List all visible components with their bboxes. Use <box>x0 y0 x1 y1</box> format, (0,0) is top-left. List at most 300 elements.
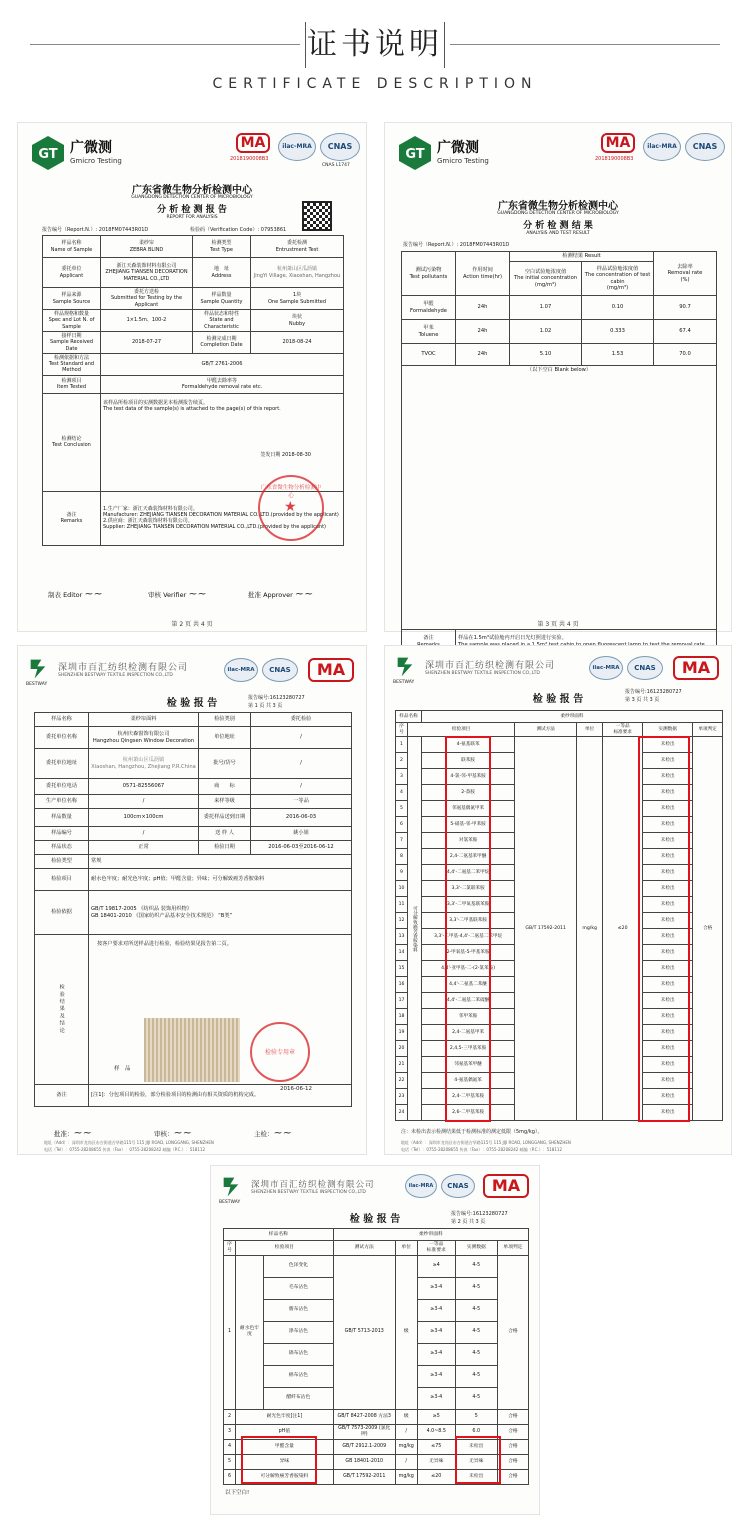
cnas-number: CNAS L1747 <box>322 163 350 168</box>
table-cell: 4-5 <box>455 1343 497 1365</box>
footer-contact: 电话（Tel）：0755-28208655 传真（Fax）：0755-28208242 邮编（P.C.）：518112 <box>401 1147 562 1152</box>
table-cell: 5-硝基-邻-甲苯胺 <box>422 817 515 833</box>
table-cell: 检验依据 <box>35 891 89 935</box>
table-row <box>35 749 352 779</box>
table-cell: 4-5 <box>455 1321 497 1343</box>
page-number: 第 3 页 共 4 页 <box>537 621 579 628</box>
conclusion-text: 按客户要求对所送样品进行检验，检验结果见报告第二页。 <box>97 941 232 947</box>
table-cell: 邻氨基苯甲醚 <box>422 1057 515 1073</box>
table-cell: 块状 Nubby <box>251 310 344 332</box>
table-cell: 10 <box>396 881 408 897</box>
cnas-badge-icon: CNAS <box>685 133 725 161</box>
table-cell: 委托单位名称 <box>35 727 89 749</box>
table-cell: 3,3'-二甲基-4,4'-二氨基二苯甲烷 <box>422 929 515 945</box>
table-cell: 一等品 标准要求 <box>603 723 643 737</box>
table-row <box>402 320 717 344</box>
table-cell: / <box>395 1454 417 1469</box>
section-title: 证书说明 <box>305 22 445 68</box>
table-row <box>43 258 344 288</box>
table-cell: ≥4 <box>417 1255 455 1277</box>
table-cell: 3 <box>224 1424 236 1439</box>
table-cell: 17 <box>396 993 408 1009</box>
table-cell: 合格 <box>497 1409 528 1424</box>
table-cell: 委托单位电话 <box>35 779 89 795</box>
table-cell: / <box>89 827 199 841</box>
table-cell: 样品名称 <box>224 1229 334 1241</box>
table-cell: 委托方送检 Submitted for Testing by the Applicant <box>101 288 193 310</box>
table-cell: mg/kg <box>395 1439 417 1454</box>
table-cell: 样品规格和数量 Spec and Lot N. of Sample <box>43 310 101 332</box>
report-title: 检 验 报 告 <box>532 694 584 705</box>
table-cell: 样品编号 <box>35 827 89 841</box>
header-line-right <box>450 44 720 45</box>
table-cell: 1.53 <box>582 344 654 366</box>
table-cell: 对氯苯胺 <box>422 833 515 849</box>
bestway-logo-icon <box>221 1174 245 1200</box>
table-cell: 6 <box>396 817 408 833</box>
footer-address: 地址（Add）：深圳市龙岗区布吉街道吉华路115号 115 JIJI ROAD, LONGGANG, SHENZHEN <box>401 1140 571 1145</box>
table-cell: 5 <box>455 1409 497 1424</box>
table-row <box>43 332 344 354</box>
table-cell: 姚小姐 <box>251 827 352 841</box>
table-cell: 2,6-二甲基苯胺 <box>422 1105 515 1121</box>
table-cell: 未检出 <box>643 769 693 785</box>
table-cell: 2 <box>396 753 408 769</box>
table-cell: 检验项目 <box>35 869 89 891</box>
sample-label: 样 品 <box>114 1066 131 1072</box>
table-cell: 2016-06-03至2016-06-12 <box>251 841 352 855</box>
table-cell: 0571-82556067 <box>89 779 199 795</box>
report2-result-table <box>401 251 717 654</box>
table-cell: 合格 <box>497 1469 528 1484</box>
table-row <box>224 1409 529 1424</box>
table-cell: 杭州萧山区瓜沥镇 Xiaoshan, Hangzhou, Zhejiang P.R.China <box>89 749 199 779</box>
bestway-brand: BESTWAY <box>393 680 415 685</box>
center-title-en: GUANGDONG DETECTION CENTER OF MICROBIOLOGY <box>131 195 253 200</box>
bestway-brand: BESTWAY <box>219 1200 241 1205</box>
table-cell: 委托单位地址 <box>35 749 89 779</box>
table-cell: 3,3'-二氯联苯胺 <box>422 881 515 897</box>
table-cell: 未检出 <box>643 1089 693 1105</box>
table-cell: GB/T 2761-2006 <box>101 353 344 375</box>
table-row <box>43 310 344 332</box>
table-cell: 杭州萧山区瓜沥镇 JingYi Village, Xiaoshan, Hangzhou <box>251 258 344 288</box>
cnas-badge-icon: CNAS <box>320 133 360 161</box>
item-highlight-box <box>445 736 491 1122</box>
table-cell: 未检出 <box>643 913 693 929</box>
table-cell: 测试污染物 Test pollutants <box>402 252 456 296</box>
table-cell: 甲醛 Formaldehyde <box>402 296 456 320</box>
table-cell: 柔纱帘面料 <box>422 711 723 723</box>
table-cell: 未检出 <box>643 993 693 1009</box>
table-cell: 1.07 <box>510 296 582 320</box>
table-cell: 70.0 <box>654 344 717 366</box>
table-cell: 正常 <box>89 841 199 855</box>
table-row <box>43 288 344 310</box>
table-cell: 样品名称 Name of Sample <box>43 236 101 258</box>
table-cell: 未检出 <box>643 881 693 897</box>
table-cell: 2-萘胺 <box>422 785 515 801</box>
table-row <box>35 795 352 809</box>
table-cell: mg/kg <box>577 737 603 1121</box>
table-cell: 可分解致癌芳香胺染料 <box>236 1469 334 1484</box>
table-cell: 检测类型 Test Type <box>193 236 251 258</box>
table-cell: 2,4-二甲基苯胺 <box>422 1089 515 1105</box>
table-cell: 3,3'-二甲氧基联苯胺 <box>422 897 515 913</box>
table-cell: 毛布沾色 <box>264 1277 334 1299</box>
table-cell: 未检出 <box>643 849 693 865</box>
ma-mark-icon: MA <box>601 133 635 153</box>
table-cell: 送 样 人 <box>199 827 251 841</box>
report-title-cn: 分 析 检 测 报 告 <box>157 205 227 215</box>
table-cell: 检验类型 <box>35 855 89 869</box>
report-number: 报告编号:16123280727 <box>451 1211 508 1217</box>
official-seal-stamp: 广东省微生物分析检测中心 <box>258 475 324 541</box>
table-cell: ≥3-4 <box>417 1277 455 1299</box>
table-row <box>35 869 352 891</box>
table-cell: 商 标 <box>199 779 251 795</box>
seal-date: 2016-06-12 <box>280 1086 312 1092</box>
table-cell: 序号 <box>224 1241 236 1256</box>
table-cell: 检测结论 Test Conclusion <box>43 393 101 491</box>
table-cell: 4-氨基偶氮苯 <box>422 1073 515 1089</box>
table-cell: ≤20 <box>417 1469 455 1484</box>
table-cell: 异味 <box>236 1454 334 1469</box>
table-cell: 15 <box>396 961 408 977</box>
report-number: 报告编号:16123280727 <box>248 695 305 701</box>
table-cell: 委托单位 Applicant <box>43 258 101 288</box>
header-line-left <box>30 44 300 45</box>
certificate-bestway-amines <box>384 645 732 1155</box>
result-highlight-box <box>638 736 690 1122</box>
table-cell: 2-甲氧基-5-甲基苯胺 <box>422 945 515 961</box>
table-cell: 邻甲苯胺 <box>422 1009 515 1025</box>
table-cell: 1.生产厂家：浙江天森装饰材料有限公司。 Manufacturer: ZHEJIANG TIANSEN DECORATION MATERIAL CO.,LTD.(provided by the applicant) 2.供应商：浙江天森装饰材料有限公司。 Supplier: ZHEJIANG TIANSEN DECORATION MATERIAL CO.,LTD.(provided by the applicant) <box>101 491 344 545</box>
table-cell: 22 <box>396 1073 408 1089</box>
ilac-badge-icon: ilac-MRA <box>278 133 316 161</box>
gmicro-logo-icon <box>30 135 66 171</box>
bestway-company-en: SHENZHEN BESTWAY TEXTILE INSPECTION CO.,LTD <box>425 671 540 676</box>
table-cell: GB 18401-2010 <box>333 1454 395 1469</box>
bestway-logo-icon <box>28 656 52 682</box>
footnote: 注：未检出表示检测结果低于检测标准的测定低限（5mg/kg）。 <box>401 1129 543 1135</box>
approver-signature: 批准 Approver ~~ <box>248 587 314 600</box>
table-cell: 柔纱帘 ZEBRA BLIND <box>101 236 193 258</box>
table-cell: 耐水色牢度；耐光色牢度；pH值；甲醛含量；异味；可分解致癌芳香胺染料 <box>89 869 352 891</box>
table-cell: 1×1.5m、100-2 <box>101 310 193 332</box>
bestway-company-cn: 深圳市百汇纺织检测有限公司 <box>425 661 556 671</box>
table-cell: 100cm×100cm <box>89 809 199 827</box>
certificate-bestway-report <box>17 645 367 1155</box>
table-cell: 样品在1.5m³试验舱内开启日光灯照进行实验。 <box>456 630 717 654</box>
certificate-bestway-colorfastness <box>210 1165 540 1515</box>
table-cell: GB/T 5713-2013 <box>333 1255 395 1409</box>
table-cell: 24 <box>396 1105 408 1121</box>
gmicro-brand-en: Gmicro Testing <box>437 157 489 165</box>
ilac-badge-icon: ilac-MRA <box>643 133 681 161</box>
editor-label: 制表 Editor <box>48 591 83 599</box>
table-cell: 90.7 <box>654 296 717 320</box>
issue-date: 签发日期 2018-08-30 <box>260 452 311 458</box>
table-cell: 柔纱帘面料 <box>333 1229 528 1241</box>
table-row <box>402 366 717 630</box>
table-row <box>35 855 352 869</box>
table-cell: 单位 <box>577 723 603 737</box>
table-cell: 4.0~8.5 <box>417 1424 455 1439</box>
table-cell: 序号 <box>396 723 408 737</box>
table-cell: 4-5 <box>455 1387 497 1409</box>
item-highlight-box <box>241 1436 317 1484</box>
table-cell: 检验结果及结论 <box>35 935 89 1085</box>
table-cell: 杭州庆森窗饰有限公司 Hangzhou Qingsen Window Decoration <box>89 727 199 749</box>
table-cell: 耐水色牢度 <box>236 1255 264 1409</box>
table-cell: 23 <box>396 1089 408 1105</box>
table-cell: 4,4'-二氨基二苯甲烷 <box>422 865 515 881</box>
editor-signature: 制表 Editor ~~ <box>48 587 103 600</box>
table-cell: ≥3-4 <box>417 1343 455 1365</box>
table-cell: 一等品 标准要求 <box>417 1241 455 1256</box>
svg-text:GT: GT <box>405 147 425 162</box>
table-cell: 无异味 <box>455 1454 497 1469</box>
table-cell: ≥5 <box>417 1409 455 1424</box>
table-cell: 棉布沾色 <box>264 1365 334 1387</box>
table-cell: 单项判定 <box>497 1241 528 1256</box>
table-cell: 醋纤布沾色 <box>264 1387 334 1409</box>
table-cell: 合格 <box>497 1439 528 1454</box>
gmicro-brand-en: Gmicro Testing <box>70 157 122 165</box>
table-cell: 无异味 <box>417 1454 455 1469</box>
report-number: 报告编号（Report.N.）: 2018FM07443R01D <box>403 242 510 248</box>
table-row <box>35 827 352 841</box>
certificate-gmicro-report <box>17 122 367 632</box>
cnas-badge-icon: CNAS <box>441 1174 475 1198</box>
table-cell: 未检出 <box>643 977 693 993</box>
table-cell: GB/T 8427-2008 方法3 <box>333 1409 395 1424</box>
table-cell: 13 <box>396 929 408 945</box>
table-row <box>35 727 352 749</box>
table-cell: 2018-07-27 <box>101 332 193 354</box>
approver-signature: 批准：~~ <box>54 1126 92 1139</box>
table-cell: 4-氯-邻-甲基苯胺 <box>422 769 515 785</box>
editor-label: 主检： <box>254 1130 274 1138</box>
table-cell: 12 <box>396 913 408 929</box>
ma-mark-icon: MA <box>483 1174 529 1198</box>
ma-number: 2018190008B3 <box>230 156 269 162</box>
table-cell: GB/T 2912.1-2009 <box>333 1439 395 1454</box>
table-cell: 样品试验舱浓度值 The concentration of test cabin (mg/m³) <box>582 262 654 296</box>
table-cell: 5 <box>224 1454 236 1469</box>
table-cell: 地 址 Address <box>193 258 251 288</box>
table-cell: 合格 <box>497 1255 528 1409</box>
report-title: 检 验 报 告 <box>166 698 218 709</box>
table-cell: 实测数据 <box>643 723 693 737</box>
certificate-gmicro-results <box>384 122 732 641</box>
table-cell: 9 <box>396 865 408 881</box>
table-cell: 2018-08-24 <box>251 332 344 354</box>
ma-mark-icon: MA <box>673 656 719 680</box>
table-cell: 级 <box>395 1409 417 1424</box>
ilac-badge-icon: ilac-MRA <box>405 1174 437 1198</box>
cnas-badge-icon: CNAS <box>627 656 663 680</box>
table-cell: 3 <box>396 769 408 785</box>
table-cell: 未检出 <box>643 1073 693 1089</box>
table-cell: 未检出 <box>643 737 693 753</box>
ilac-badge-icon: ilac-MRA <box>224 658 258 682</box>
approver-label: 批准 Approver <box>248 591 293 599</box>
table-cell: 21 <box>396 1057 408 1073</box>
table-cell: 4,4'-二氨基二苯醚 <box>422 977 515 993</box>
table-cell: ≤75 <box>417 1439 455 1454</box>
table-cell: 合格 <box>497 1424 528 1439</box>
verification-code: 检验码（Verification Code）: 07953861 <box>190 227 287 233</box>
table-cell: 甲苯 Toluene <box>402 320 456 344</box>
table-cell: 样品来源 Sample Source <box>43 288 101 310</box>
table-cell: 级 <box>395 1255 417 1409</box>
table-cell: 柔纱帘面料 <box>89 713 199 727</box>
fabric-sample-swatch <box>144 1018 240 1082</box>
table-cell: 14 <box>396 945 408 961</box>
table-cell: [注1]：分包项目的检验，部分检验项目的检测由有相关资质的机构完成。 <box>89 1085 352 1107</box>
table-cell: 委托样品送到日期 <box>199 809 251 827</box>
table-cell: 检验日期 <box>199 841 251 855</box>
result-highlight-box <box>455 1436 501 1484</box>
table-cell: 合格 <box>693 737 723 1121</box>
table-cell: 19 <box>396 1025 408 1041</box>
table-cell: 常规 <box>89 855 352 869</box>
table-row <box>402 252 717 262</box>
reviewer-label: 审核： <box>154 1130 174 1138</box>
table-cell: 1.02 <box>510 320 582 344</box>
table-cell: 8 <box>396 849 408 865</box>
table-cell: 检测结果 Result <box>510 252 654 262</box>
table-cell: ≥3-4 <box>417 1387 455 1409</box>
table-cell: 联苯胺 <box>422 753 515 769</box>
table-cell: pH值 <box>236 1424 334 1439</box>
table-cell: 检验项目 <box>236 1241 334 1256</box>
table-cell: 未检出 <box>643 1105 693 1121</box>
table-cell: 甲醛去除率等 Formaldehyde removal rate etc. <box>101 375 344 393</box>
table-cell: 2,4-二氨基甲苯 <box>422 1025 515 1041</box>
table-cell: GB/T 7573-2009 (氯化钾) <box>333 1424 395 1439</box>
table-cell: ≤20 <box>603 737 643 1121</box>
ilac-badge-icon: ilac-MRA <box>589 656 623 680</box>
table-row <box>224 1229 529 1241</box>
gmicro-logo-icon <box>397 135 433 171</box>
table-row <box>402 296 717 320</box>
table-cell: 5.10 <box>510 344 582 366</box>
table-cell: ≥3-4 <box>417 1365 455 1387</box>
table-cell: 合格 <box>497 1454 528 1469</box>
table-cell: 未检出 <box>643 865 693 881</box>
report-title-en: REPORT FOR ANALYSIS <box>166 215 218 220</box>
table-cell <box>101 393 344 491</box>
table-cell: 2016-06-03 <box>251 809 352 827</box>
table-cell: 未检出 <box>643 929 693 945</box>
table-cell: 未检出 <box>643 1009 693 1025</box>
table-row <box>43 236 344 258</box>
table-cell: 未检出 <box>643 801 693 817</box>
table-cell: / <box>89 795 199 809</box>
table-cell: 3,3'-二甲基联苯胺 <box>422 913 515 929</box>
section-header <box>0 0 750 110</box>
result-title-cn: 分 析 检 测 结 果 <box>523 221 593 231</box>
table-cell: 4,4'-二氨基二苯硫醚 <box>422 993 515 1009</box>
table-cell: 2 <box>224 1409 236 1424</box>
blank-below-note: 以下空白! <box>225 1490 250 1496</box>
center-title-en: GUANGDONG DETECTION CENTER OF MICROBIOLOGY <box>497 211 619 216</box>
page-number: 第 3 页 共 3 页 <box>625 697 660 703</box>
table-cell: 4-5 <box>455 1277 497 1299</box>
bestway-brand: BESTWAY <box>26 682 48 687</box>
table-cell: 1 <box>396 737 408 753</box>
table-row <box>35 841 352 855</box>
table-cell: 检测项目 Item Tested <box>43 375 101 393</box>
table-cell: 18 <box>396 1009 408 1025</box>
cnas-badge-icon: CNAS <box>262 658 298 682</box>
table-cell: 批号/货号 <box>199 749 251 779</box>
table-cell: 锦布沾色 <box>264 1343 334 1365</box>
table-cell: 色泽变化 <box>264 1255 334 1277</box>
center-title-cn: 广东省微生物分析检测中心 <box>498 201 618 212</box>
reviewer-signature: 审核：~~ <box>154 1126 192 1139</box>
table-cell: 67.4 <box>654 320 717 344</box>
table-cell: 样品数量 <box>35 809 89 827</box>
table-cell: 6 <box>224 1469 236 1484</box>
table-cell: / <box>251 749 352 779</box>
table-cell: GB/T 17592-2011 <box>333 1469 395 1484</box>
table-row <box>402 344 717 366</box>
table-cell: 未检出 <box>643 833 693 849</box>
qr-code-icon <box>302 201 332 231</box>
table-cell: 未检出 <box>643 817 693 833</box>
bestway-company-en: SHENZHEN BESTWAY TEXTILE INSPECTION CO.,LTD <box>58 673 173 678</box>
table-row <box>396 711 723 723</box>
table-cell: 单项判定 <box>693 723 723 737</box>
table-cell: 单位地址 <box>199 727 251 749</box>
table-cell: 可分解致癌芳香胺染料 <box>408 737 422 1121</box>
table-cell: 样品名称 <box>396 711 422 723</box>
table-cell: / <box>251 779 352 795</box>
table-cell: 4 <box>396 785 408 801</box>
table-cell: 6.0 <box>455 1424 497 1439</box>
table-cell: mg/kg <box>395 1469 417 1484</box>
table-cell: TVOC <box>402 344 456 366</box>
table-cell: 4-氨基联苯 <box>422 737 515 753</box>
table-cell: 样品状态和特性 State and Characteristic <box>193 310 251 332</box>
gmicro-brand-cn: 广微测 <box>437 140 479 156</box>
table-cell: 空白试验舱浓度值 The initial concentration (mg/m³) <box>510 262 582 296</box>
table-cell: 未检出 <box>455 1439 497 1454</box>
table-cell: 浙江天森装饰材料有限公司 ZHEJIANG TIANSEN DECORATION MATERIAL CO.,LTD <box>101 258 193 288</box>
table-cell: 7 <box>396 833 408 849</box>
report-number: 报告编号（Report.N.）: 2018FM07443R01D <box>42 227 149 233</box>
table-cell: 备注 Remarks <box>43 491 101 545</box>
table-cell: 一等品 <box>251 795 352 809</box>
table-row <box>35 713 352 727</box>
footer-contact: 电话（Tel）：0755-28208655 传真（Fax）：0755-28208242 邮编（P.C.）：518112 <box>44 1147 205 1152</box>
table-cell: 实测数据 <box>455 1241 497 1256</box>
table-cell: 测试方法 <box>515 723 577 737</box>
ma-mark-icon: MA <box>236 133 270 153</box>
table-cell: GB/T 17592-2011 <box>515 737 577 1121</box>
table-cell: 24h <box>456 320 510 344</box>
table-cell: 检验项目 <box>408 723 515 737</box>
table-cell: 样品状态 <box>35 841 89 855</box>
table-cell: 4 <box>224 1439 236 1454</box>
table-cell: 样品数量 Sample Quantity <box>193 288 251 310</box>
table-cell: 来样等级 <box>199 795 251 809</box>
table-cell: 未检出 <box>643 1041 693 1057</box>
